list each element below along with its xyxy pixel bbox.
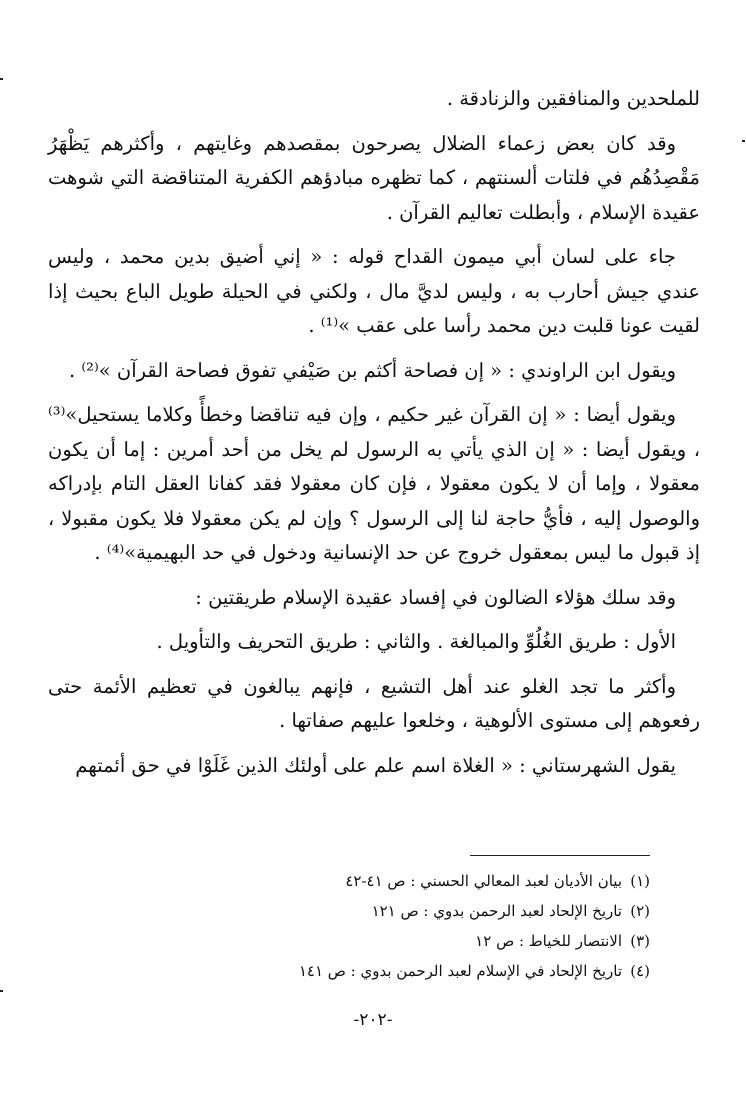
paragraph: يقول الشهرستاني : « الغلاة اسم علم على أولئك الذين غَلَوْا في حق أئمتهم [75, 753, 676, 777]
footnote-number: (١) [630, 872, 650, 890]
edge-mark [742, 140, 745, 142]
footnote-number: (٣) [630, 932, 650, 950]
body-text [48, 82, 700, 783]
paragraph: وقد كان بعض زعماء الضلال يصرحون بمقصدهم وغايتهم ، وأكثرهم يَظْهَرُ مَقْصِدُهُم في فلتات ألسنتهم ، كما تظهره مبادؤهم الكفرية المتناقضة التي شوهت عقيدة الإسلام ، وأبطلت تعاليم القرآن . [48, 131, 700, 224]
footnote-divider [470, 855, 650, 856]
edge-mark [0, 78, 3, 80]
paragraph: وقد سلك هؤلاء الضالون في إفساد عقيدة الإسلام طريقتين : [195, 585, 676, 609]
footnote [130, 866, 650, 896]
footnote-number: (٢) [630, 902, 650, 920]
edge-mark [0, 990, 3, 992]
paragraph: ويقول أيضا : « إن القرآن غير حكيم ، وإن فيه تناقضا وخطأً وكلاما يستحيل»⁽³⁾ ، ويقول أيضا : « إن الذي يأتي به الرسول لم يخل من أحد أمرين : إما أن يكون معقولا ، وإما أن لا يكون معقولا ، فإن كان معقولا فقد كفانا العقل التام بإدراكه والوصول إليه ، فأيُّ حاجة لنا إلى الرسول ؟ وإن لم يكن معقولا فلا يكون مقبولا ، إذ قبول ما ليس بمعقول خروج عن حد الإنسانية ودخول في حد البهيمية»⁽⁴⁾ . [48, 403, 700, 564]
paragraph: جاء على لسان أبي ميمون القداح قوله : « إني أضيق بدين محمد ، وليس عندي جيش أحارب به ، وليس لديَّ مال ، ولكني في الحيلة طويل الباع بحيث إذا لقيت عونا قلبت دين محمد رأسا على عقب »⁽¹⁾ . [48, 245, 700, 337]
paragraph: للملحدين والمنافقين والزنادقة . [446, 87, 700, 110]
paragraph: ويقول ابن الراوندي : « إن فصاحة أكثم بن صَيْفي تفوق فصاحة القرآن »⁽²⁾ . [68, 358, 676, 382]
page-number: -٢٠٢- [353, 1010, 393, 1030]
footnote [130, 896, 650, 926]
paragraph: وأكثر ما تجد الغلو عند أهل التشيع ، فإنهم يبالغون في تعظيم الأئمة حتى رفعوهم إلى مستوى الألوهية ، وخلعوا عليهم صفاتها . [48, 674, 700, 732]
paragraph: الأول : طريق الغُلُوِّ والمبالغة . والثاني : طريق التحريف والتأويل . [156, 630, 676, 653]
footnote [130, 926, 650, 956]
footnote-text: تاريخ الإلحاد في الإسلام لعبد الرحمن بدوي : ص ١٤١ [298, 962, 622, 980]
footnote-text: بيان الأديان لعبد المعالي الحسني : ص ٤١-٤٢ [345, 872, 622, 890]
footnote-text: تاريخ الإلحاد لعبد الرحمن بدوي : ص ١٢١ [371, 902, 622, 920]
footnote-text: الانتصار للخياط : ص ١٢ [475, 932, 622, 950]
footnote [130, 956, 650, 986]
footnotes [130, 866, 650, 986]
footnote-number: (٤) [630, 962, 650, 980]
